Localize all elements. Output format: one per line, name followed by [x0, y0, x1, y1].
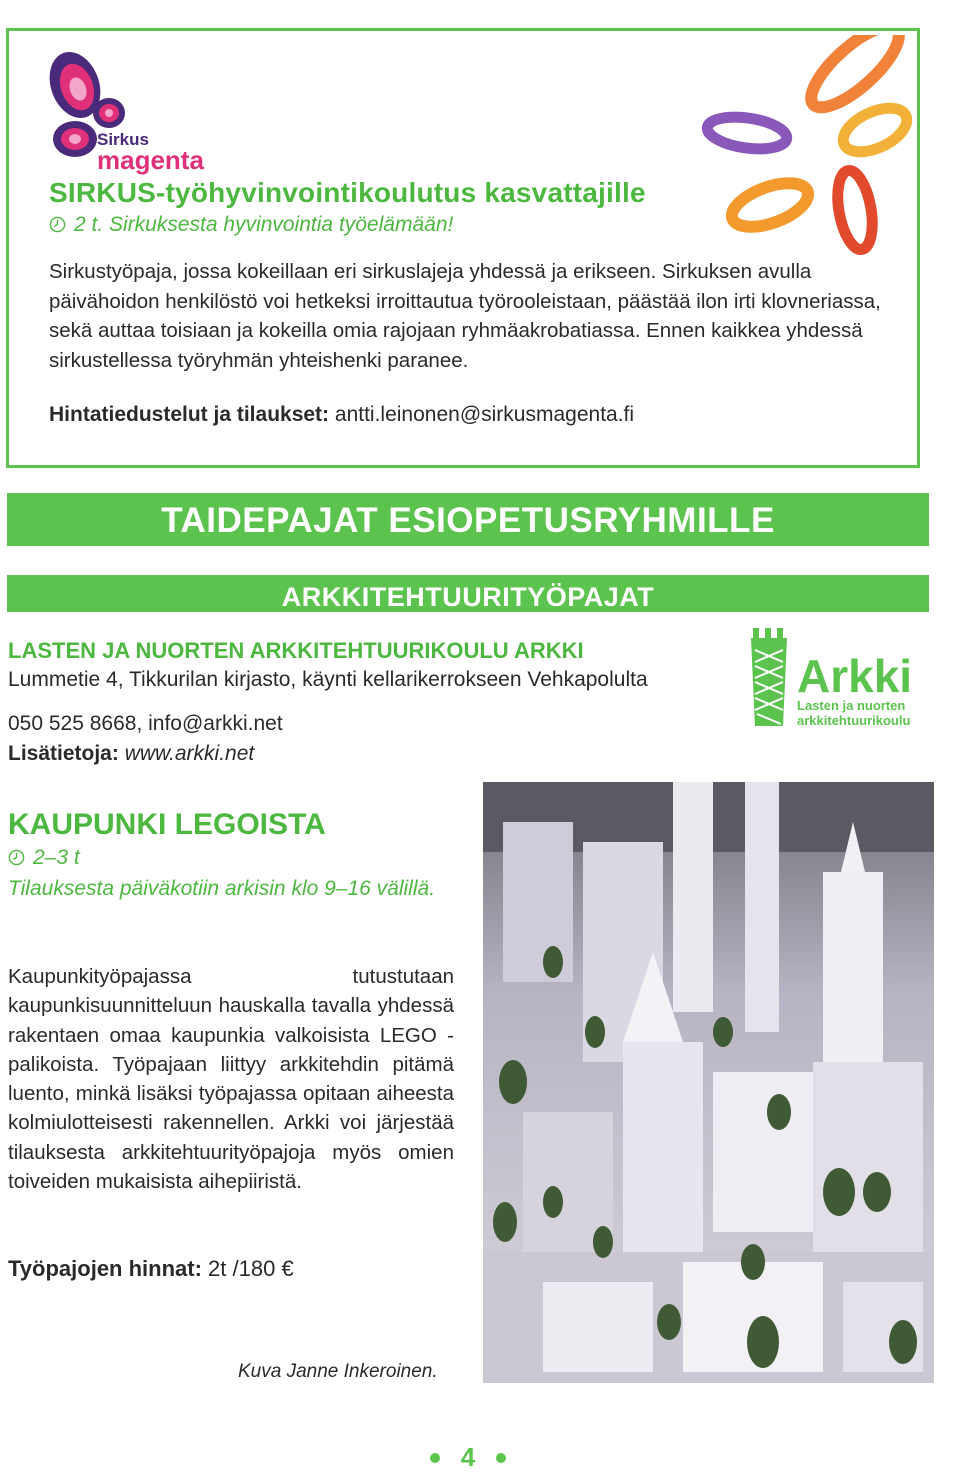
lego-title: KAUPUNKI LEGOISTA	[8, 808, 326, 841]
org-phone-email: 050 525 8668, info@arkki.net	[8, 712, 283, 735]
section-banner-main: TAIDEPAJAT ESIOPETUSRYHMILLE	[7, 493, 929, 546]
lego-duration	[8, 846, 80, 870]
lego-price-value: 2t /180 €	[208, 1256, 294, 1281]
lego-price	[8, 1256, 294, 1282]
photo-caption: Kuva Janne Inkeroinen.	[238, 1361, 438, 1382]
org-more-info	[8, 742, 254, 766]
sirkus-description: Sirkustyöpaja, jossa kokeillaan eri sirkuslajeja yhdessä ja erikseen. Sirkuksen avulla päivähoidon henkilöstö voi hetkeksi irroittautua työrooleistaan, päästää ilon irti klovneriassa, sekä auttaa toisiaan ja kokeilla omia rajojaan ryhmäakrobatiassa. Ennen kaikkea yhdessä sirkustellessa työryhmän yhteishenki paranee.	[49, 260, 881, 372]
arkki-logo-line1: Lasten ja nuorten	[797, 698, 906, 713]
org-name: LASTEN JA NUORTEN ARKKITEHTUURIKOULU ARKKI	[8, 638, 584, 663]
sirkus-meta	[49, 213, 453, 237]
sirkus-logo-line2: magenta	[97, 145, 204, 175]
clock-icon	[49, 216, 66, 233]
org-address: Lummetie 4, Tikkurilan kirjasto, käynti kellarikerrokseen Vehkapolulta	[8, 668, 648, 691]
clock-icon	[8, 849, 25, 866]
page-number: 4	[460, 1442, 476, 1472]
sirkus-meta-text: 2 t. Sirkuksesta hyvinvointia työelämään!	[74, 213, 454, 236]
sirkus-contact-label: Hintatiedustelut ja tilaukset:	[49, 403, 330, 426]
section-banner-sub: ARKKITEHTUURITYÖPAJAT	[7, 575, 929, 612]
lego-city-photo	[483, 782, 934, 1383]
footer-dot-left	[430, 1453, 440, 1463]
lego-price-label: Työpajojen hinnat:	[8, 1256, 202, 1281]
lego-description: Kaupunkityöpajassa tutustutaan kaupunkisuunnitteluun hauskalla tavalla yhdessä rakentaen omaa kaupunkia valkoisista LEGO -palikoista. Työpajaan liittyy arkkitehdin pitämä luento, minkä lisäksi työpajassa opitaan aiheesta kolmiulotteisesti rakennellen. Arkki voi järjestää tilauksesta arkkitehtuurityöpajoja myös omien toiveiden mukaisista aihepiiristä.	[8, 965, 454, 1194]
arkki-logo-line2: arkkitehtuurikoulu	[797, 713, 911, 728]
sirkus-contact-email[interactable]: antti.leinonen@sirkusmagenta.fi	[334, 403, 635, 426]
lego-duration-text: 2–3 t	[33, 846, 80, 869]
lego-order-info: Tilauksesta päiväkotiin arkisin klo 9–16 välillä.	[8, 877, 436, 900]
org-info-label: Lisätietoja:	[8, 742, 119, 765]
arkki-logo	[745, 622, 935, 732]
sirkus-title: SIRKUS-työhyvinvointikoulutus kasvattajille	[49, 177, 646, 208]
org-website-link[interactable]: www.arkki.net	[124, 742, 255, 765]
sirkus-logo-line1: Sirkus	[97, 130, 149, 149]
footer-dot-right	[496, 1453, 506, 1463]
page-footer	[0, 1442, 936, 1473]
sirkus-section	[6, 28, 920, 468]
circus-rings-image	[685, 35, 917, 255]
sirkus-magenta-logo	[45, 47, 215, 177]
sirkus-contact	[49, 403, 634, 427]
arkki-logo-name: Arkki	[797, 650, 913, 702]
